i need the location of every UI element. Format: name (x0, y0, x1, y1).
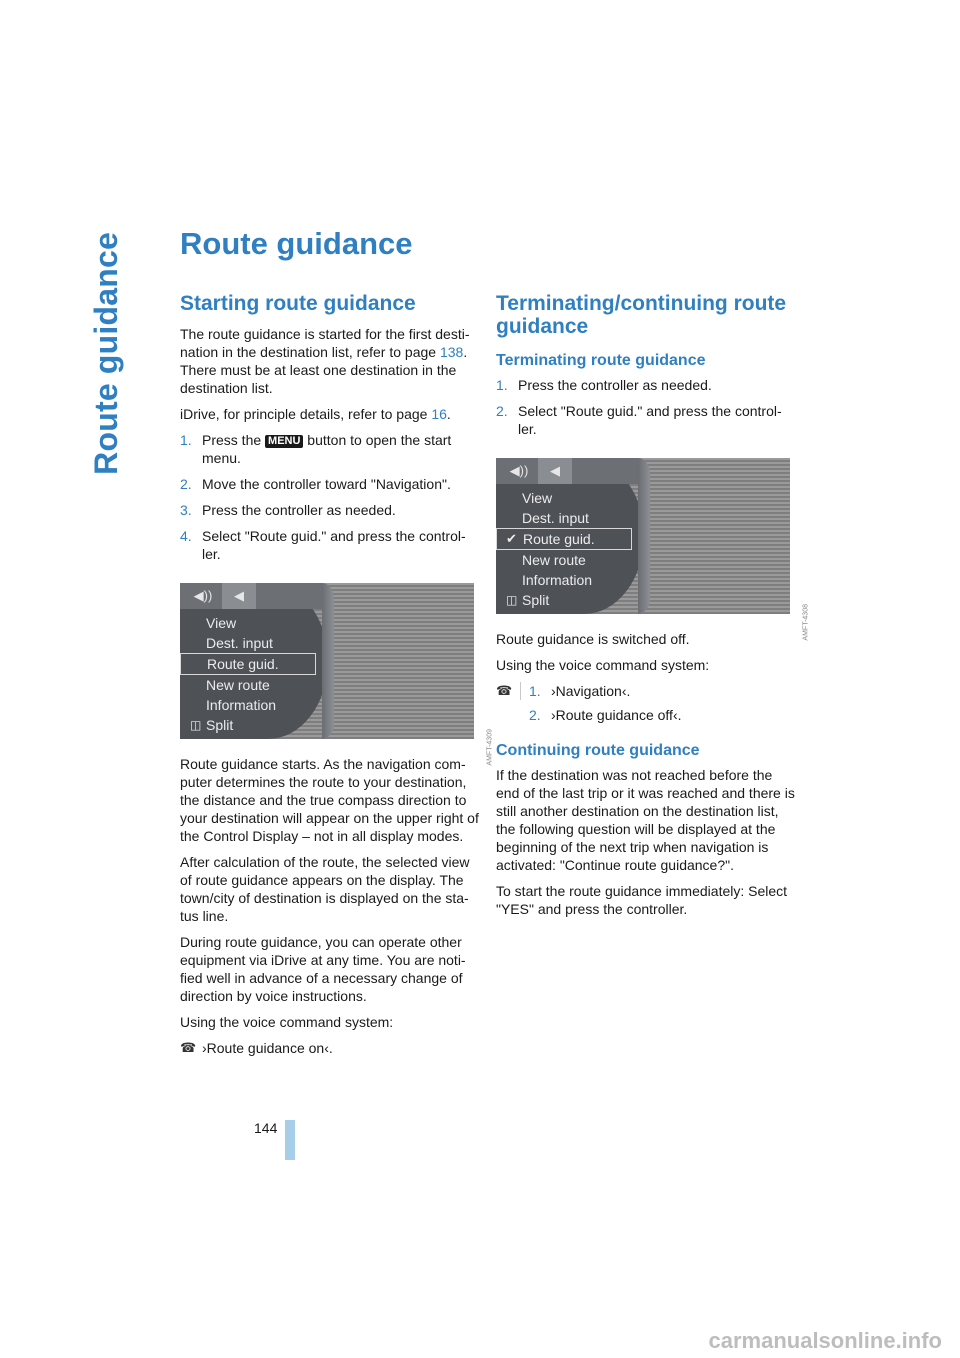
menu-item-split: ◫ Split (190, 717, 234, 733)
page-link-138[interactable]: 138 (439, 344, 464, 360)
voice-intro-right: Using the voice command system: (496, 657, 710, 673)
menu-item-view: View (206, 615, 237, 631)
terminating-subheading: Terminating route guidance (496, 352, 706, 369)
continuing-subheading: Continuing route guidance (496, 742, 700, 759)
menu-item-new-route: New route (206, 677, 270, 693)
page-title: Route guidance (180, 226, 413, 261)
menu-item-route-guid: Route guid. (180, 653, 316, 675)
menu-item-dest-input: Dest. input (206, 635, 273, 651)
intro-paragraph-1: The route guidance is started for the first desti-nation in the destination list, refer to page 138. There must be at least one destination in the destination list. (180, 326, 470, 396)
control-display-screenshot (180, 583, 494, 766)
step-1: 1. Press the MENU button to open the start menu. (180, 432, 452, 466)
speaker-icon: ◀︎)) (509, 463, 529, 478)
image-code: AMFT-4308 (803, 604, 810, 641)
volume-icon: ◀︎ (222, 583, 256, 609)
menu-item-dest-input: Dest. input (522, 510, 589, 526)
switched-off-text: Route guidance is switched off. (496, 631, 690, 647)
paragraph-calculation: After calculation of the route, the selected view of route guidance appears on the display. The town/city of destination is displayed on the sta-tus line. (180, 854, 470, 924)
step-2: 2. Move the controller toward "Navigation". (180, 476, 451, 492)
page-link-16[interactable]: 16 (431, 406, 447, 422)
paragraph-during: During route guidance, you can operate other equipment via iDrive at any time. You are noti-fied well in advance of a necessary change of direction by voice instructions. (180, 934, 466, 1004)
volume-icon: ◀︎ (538, 458, 572, 484)
start-paragraph: To start the route guidance immediately: Select "YES" and press the controller. (496, 883, 788, 917)
voice-cmd-navigation: ›Navigation‹. (551, 683, 631, 699)
step-4: 4. Select "Route guid." and press the control-ler. (180, 528, 466, 562)
watermark-url: carmanualsonline.info (708, 1328, 942, 1353)
continuing-paragraph: If the destination was not reached before the end of the last trip or it was reached and there is still another destination on the destination list, the following question will be displayed at the beginning of the next trip when navigation is activated: "Continue route guidance?". (496, 767, 795, 873)
split-icon: ◫ (506, 593, 518, 607)
menu-button-icon: MENU (265, 435, 303, 448)
right-step-1: 1. Press the controller as needed. (496, 377, 712, 393)
voice-commands: ☎︎ 1. ›Navigation‹. 2. ›Route guidance off‹. (496, 683, 682, 723)
step-3: 3. Press the controller as needed. (180, 502, 396, 518)
menu-item-new-route: New route (522, 552, 586, 568)
menu-item-split: ◫ Split (506, 592, 550, 608)
voice-cmd-guidance-off: ›Route guidance off‹. (551, 707, 682, 723)
voice-command: ☎︎ ›Route guidance on‹. (180, 1040, 333, 1056)
menu-item-information: Information (206, 697, 277, 713)
voice-command-icon: ☎︎ (496, 682, 521, 700)
image-code: AMFT-4309 (487, 729, 494, 766)
right-step-2: 2. Select "Route guid." and press the control-ler. (496, 403, 782, 437)
intro-paragraph-2: iDrive, for principle details, refer to page 16. (180, 406, 451, 422)
checkmark-icon: ✔ (506, 531, 517, 546)
page-number-bar (285, 1120, 295, 1160)
voice-intro: Using the voice command system: (180, 1014, 394, 1030)
speaker-icon: ◀︎)) (193, 588, 213, 603)
terminating-heading: Terminating/continuing route guidance (496, 292, 787, 338)
voice-command-icon: ☎︎ (180, 1040, 197, 1055)
right-column (496, 292, 810, 926)
starting-heading: Starting route guidance (180, 292, 416, 315)
side-section-title: Route guidance (88, 232, 124, 475)
left-column (180, 292, 494, 1057)
split-icon: ◫ (190, 718, 202, 732)
menu-item-route-guid: ✔ Route guid. (496, 528, 632, 550)
menu-item-information: Information (522, 572, 593, 588)
menu-item-view: View (522, 490, 553, 506)
paragraph-starts: Route guidance starts. As the navigation com-puter determines the route to your destination, the distance and the true compass direction to your destination will appear on the upper right of the Control Display – not in all display modes. (180, 756, 479, 844)
page-number: 144 (254, 1120, 278, 1136)
